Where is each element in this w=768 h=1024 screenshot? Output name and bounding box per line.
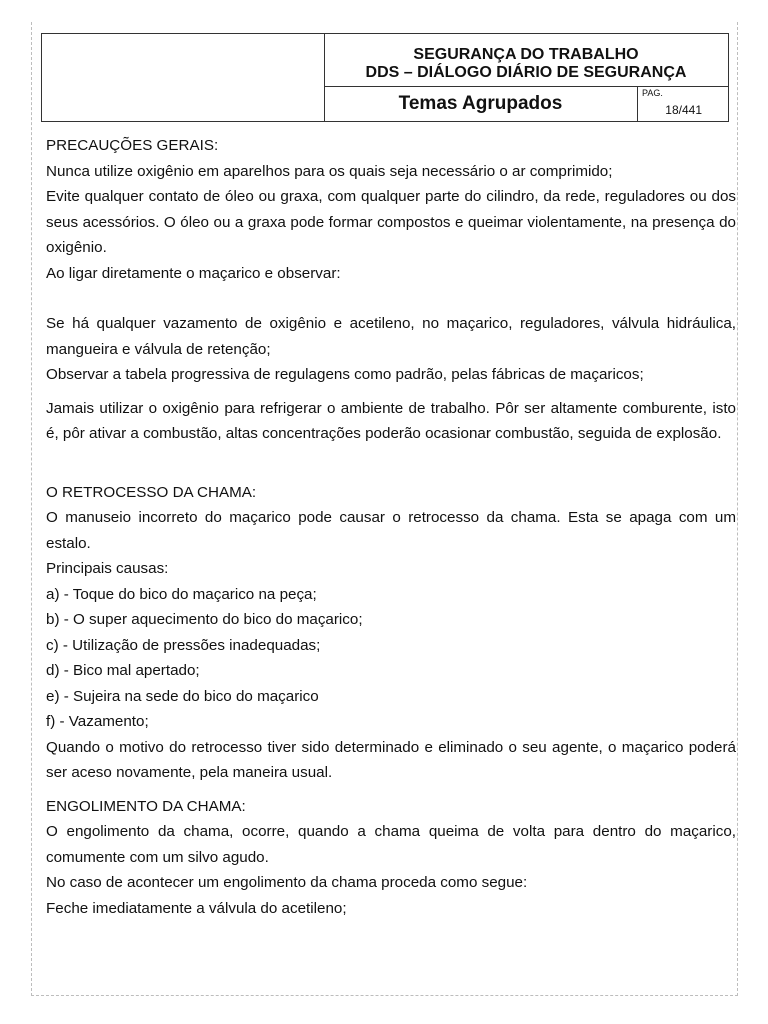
heading-engolimento: ENGOLIMENTO DA CHAMA:	[46, 797, 246, 815]
list-item: b) - O super aquecimento do bico do maçarico;	[46, 611, 363, 628]
document-header	[41, 33, 729, 122]
list-item: d) - Bico mal apertado;	[46, 662, 200, 679]
paragraph: Feche imediatamente a válvula do acetileno;	[46, 899, 347, 917]
paragraph: Se há qualquer vazamento de oxigênio e acetileno, no maçarico, reguladores, válvula hidráulica, mangueira e válvula de retenção;	[46, 315, 736, 358]
paragraph: Observar a tabela progressiva de regulagens como padrão, pelas fábricas de maçaricos;	[46, 366, 644, 383]
paragraph: O engolimento da chama, ocorre, quando a chama queima de volta para dentro do maçarico, comumente com um silvo agudo.	[46, 823, 736, 866]
heading-precaucoes: PRECAUÇÕES GERAIS:	[46, 137, 219, 154]
page-number-cell	[638, 86, 728, 121]
page-label: PAG.	[642, 88, 663, 98]
list-item: f) - Vazamento;	[46, 713, 149, 730]
paragraph: O manuseio incorreto do maçarico pode causar o retrocesso da chama. Esta se apaga com um estalo.	[46, 509, 736, 552]
header-subtitle-dds: DDS – DIÁLOGO DIÁRIO DE SEGURANÇA	[365, 64, 687, 81]
paragraph: Quando o motivo do retrocesso tiver sido determinado e eliminado o seu agente, o maçarico poderá ser aceso novamente, pela maneira usual.	[46, 738, 736, 781]
list-item: c) - Utilização de pressões inadequadas;	[46, 636, 321, 654]
subtitle-cell	[324, 86, 638, 121]
paragraph: Evite qualquer contato de óleo ou graxa, com qualquer parte do cilindro, da rede, reguladores ou dos seus acessórios. O óleo ou a graxa pode formar compostos e queimar violentamente, na presença do oxigênio.	[46, 188, 736, 256]
title-cell	[324, 34, 728, 87]
paragraph: Jamais utilizar o oxigênio para refrigerar o ambiente de trabalho. Pôr ser altamente comburente, isto é, pôr ativar a combustão, altas concentrações poderão ocasionar combustão, seguida de explosão.	[46, 399, 736, 442]
paragraph: Ao ligar diretamente o maçarico e observar:	[46, 264, 341, 282]
paragraph: No caso de acontecer um engolimento da chama proceda como segue:	[46, 874, 528, 891]
page-number: 18/441	[665, 103, 702, 117]
document-body	[46, 133, 736, 921]
list-item: e) - Sujeira na sede do bico do maçarico	[46, 687, 319, 705]
paragraph: Nunca utilize oxigênio em aparelhos para os quais seja necessário o ar comprimido;	[46, 162, 613, 180]
paragraph: Principais causas:	[46, 560, 169, 577]
heading-retrocesso: O RETROCESSO DA CHAMA:	[46, 483, 257, 501]
list-item: a) - Toque do bico do maçarico na peça;	[46, 585, 317, 603]
header-title: SEGURANÇA DO TRABALHO	[413, 46, 639, 63]
section-title: Temas Agrupados	[398, 93, 563, 114]
logo-cell	[42, 34, 325, 121]
